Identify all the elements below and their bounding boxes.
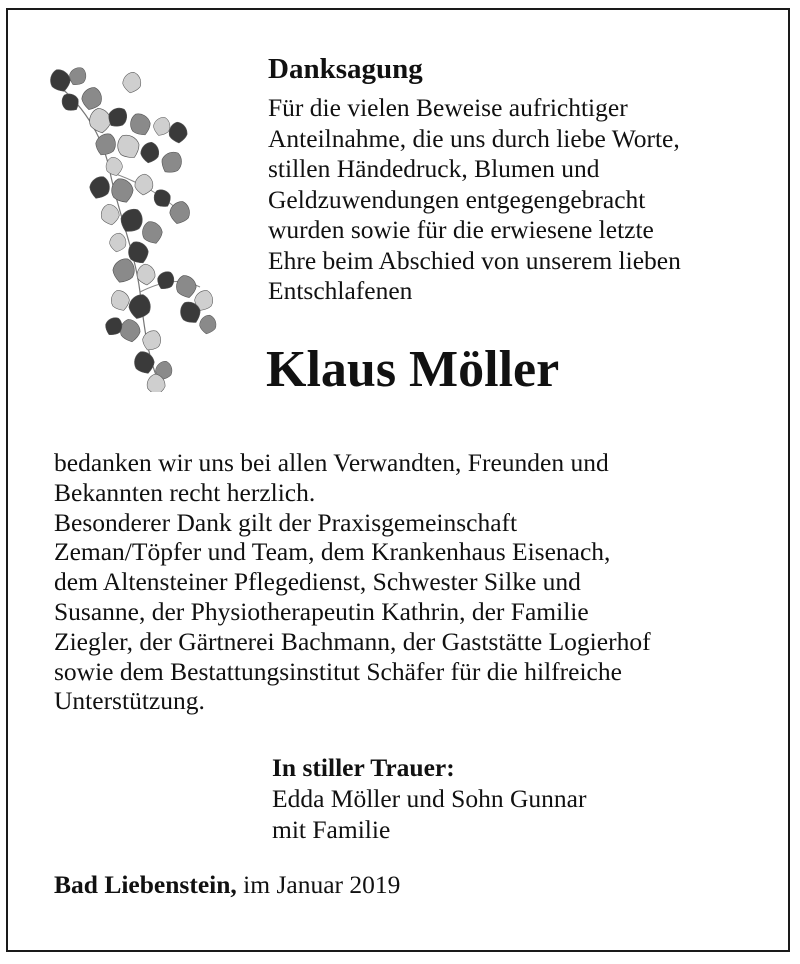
ivy-leaf [118,318,141,344]
ivy-leaf [139,327,164,354]
ivy-leaf [157,148,186,178]
mourning-block [272,752,586,845]
ivy-leaf [108,288,132,314]
intro-paragraph: Für die vielen Beweise aufrichtiger Anteilnahme, die uns durch liebe Worte, stillen Händedruck, Blumen und Geldzuwendungen entgegengebracht wurden sowie für die erwiesene letzte Ehre beim Abschied von unserem lieben Entschlafenen [268,93,681,305]
ivy-leaves-image [40,62,220,392]
place-date-line [54,870,400,900]
ivy-leaf [136,263,156,285]
ivy-leaf [66,64,90,89]
ivy-leaf [87,174,113,202]
ivy-leaf [126,292,153,321]
deceased-name: Klaus Möller [266,341,560,398]
ivy-leaf [139,141,160,165]
ivy-leaf [167,199,192,226]
ivy-leaf [79,85,104,112]
ivy-leaf [121,71,142,95]
notice-heading: Danksagung [268,53,423,85]
ivy-leaf [139,219,165,247]
ivy-leaf [168,121,188,143]
ivy-leaf [108,232,127,254]
ivy-leaf [113,131,144,163]
place-name: Bad Liebenstein, [54,870,237,899]
ivy-leaf [174,273,199,300]
ivy-leaf [131,349,157,377]
ivy-leaf [92,130,119,159]
ivy-leaf [198,314,217,336]
ivy-leaf [58,90,83,115]
ivy-leaf [154,268,178,293]
mourning-title: In stiller Trauer: [272,753,455,782]
mourners-names: Edda Möller und Sohn Gunnar mit Familie [272,784,587,844]
thanks-paragraph: bedanken wir uns bei allen Verwandten, Freunden und Bekannten recht herzlich. Besonderer Dank gilt der Praxisgemeinschaft Zeman/Töpfer und Team, dem Krankenhaus Eisenach, dem Altensteiner Pflegedienst, Schwester Silke und Susanne, der Physiotherapeutin Kathrin, der Familie Ziegler, der Gärtnerei Bachmann, der Gaststätte Logierhof sowie dem Bestattungsinstitut Schäfer für die hilfreiche Unterstützung. [54,448,651,716]
ivy-leaf [150,186,174,211]
ivy-leaf [47,67,73,95]
ivy-leaf [127,110,154,139]
date-text: im Januar 2019 [243,870,401,899]
ivy-leaf [88,107,113,135]
ivy-leaf [99,203,120,227]
ivy-leaf [134,173,154,195]
